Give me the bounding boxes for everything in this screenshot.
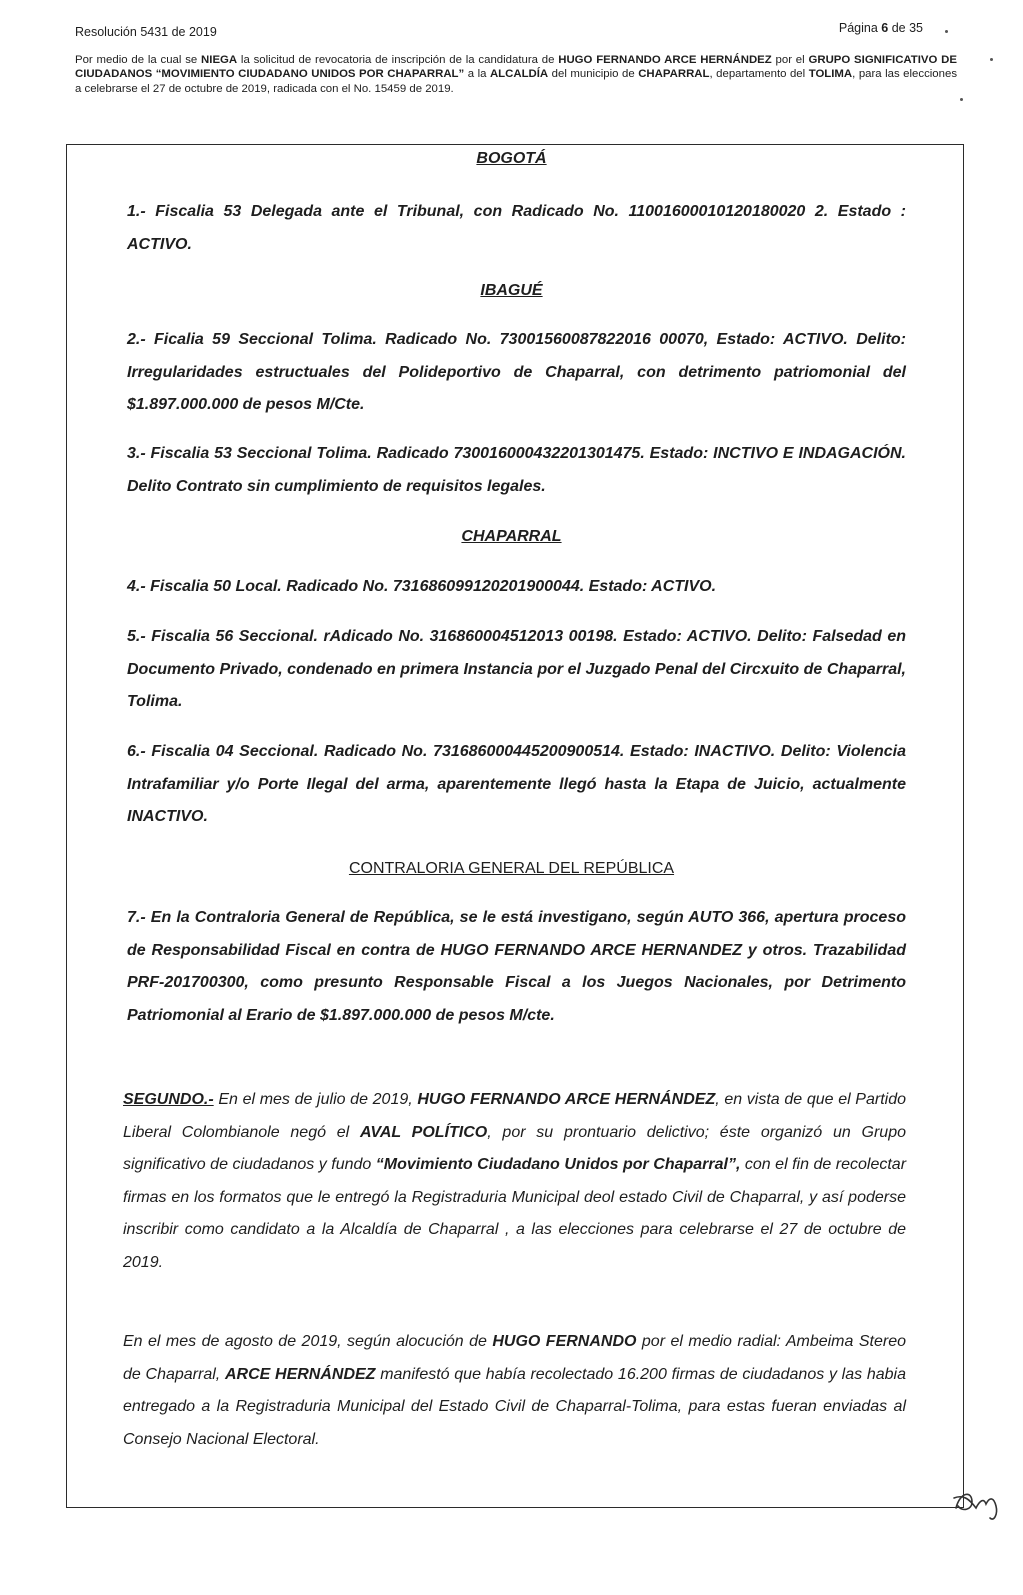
section-heading-ibague: IBAGUÉ: [480, 282, 543, 299]
section-heading-bogota: BOGOTÁ: [476, 150, 547, 167]
paragraph-text: En el mes de agosto de 2019, según alocución de: [123, 1333, 493, 1350]
page-total: de 35: [891, 21, 923, 35]
preamble-text: , para las elecciones a celebrarse el 27 de octubre de 2019, radicada con el No. 15459 de 2019.: [75, 68, 958, 95]
scan-speck: [960, 98, 963, 101]
paragraph-text: , por su prontuario delictivo; éste organizó un Grupo significativo de ciudadanos y fundo: [123, 1123, 906, 1173]
page-current: 6: [881, 21, 889, 35]
preamble: [75, 53, 957, 96]
preamble-bold: CHAPARRAL: [638, 68, 710, 81]
list-item: 5.- Fiscalia 56 Seccional. rAdicado No. 316860004512013 00198. Estado: ACTIVO. Delito: Falsedad en Documento Privado, condenado en primera Instancia por el Juzgado Penal del Circxuito de Chaparral, Tolima.: [127, 628, 906, 710]
preamble-bold: GRUPO SIGNIFICATIVO DE CIUDADANOS “MOVIMIENTO CIUDADANO UNIDOS POR CHAPARRAL”: [75, 54, 958, 81]
scan-speck: [945, 30, 948, 33]
paragraph-text: con el fin de recolectar firmas en los formatos que le entregó la Registraduria Municipal deol estado Civil de Chaparral, y así poderse inscribir como candidato a la Alcaldía de Chaparral , a las elecciones para celebrarse el 27 de octubre de 2019.: [123, 1156, 907, 1271]
preamble-text: a la: [464, 68, 490, 81]
preamble-text: del municipio de: [548, 68, 639, 81]
preamble-bold: NIEGA: [201, 54, 238, 66]
section-heading-contraloria: CONTRALORIA GENERAL DEL REPÚBLICA: [348, 860, 675, 877]
paragraph-bold: HUGO FERNANDO ARCE HERNÁNDEZ: [417, 1091, 716, 1108]
resolution-number: Resolución 5431 de 2019: [75, 25, 217, 39]
segundo-label: SEGUNDO.-: [123, 1091, 214, 1108]
preamble-text: , departamento del: [709, 68, 809, 81]
page-label: Página: [838, 21, 878, 35]
preamble-bold: ALCALDÍA: [489, 68, 549, 81]
paragraph-bold: HUGO FERNANDO: [492, 1333, 637, 1350]
paragraph-text: , en vista de que el Partido Liberal Colombianole negó el: [123, 1091, 907, 1141]
page-number: [839, 21, 923, 35]
paragraph-text: En el mes de julio de 2019,: [213, 1091, 418, 1108]
paragraph-agosto: [123, 1326, 906, 1456]
preamble-text: por el: [771, 54, 809, 66]
signature-initials: [950, 1478, 1006, 1524]
section-heading-chaparral: CHAPARRAL: [461, 528, 562, 545]
preamble-text: Por medio de la cual se: [75, 54, 202, 66]
list-item: 6.- Fiscalia 04 Seccional. Radicado No. 731686000445200900514. Estado: INACTIVO. Delito: Violencia Intrafamiliar y/o Porte Ilegal del arma, aparentemente llegó hasta la Etapa de Juicio, actualmente INACTIVO.: [127, 743, 906, 825]
paragraph-bold: “Movimiento Ciudadano Unidos por Chaparral”,: [375, 1156, 741, 1173]
paragraph-bold: AVAL POLÍTICO: [359, 1123, 488, 1141]
paragraph-bold: ARCE HERNÁNDEZ: [224, 1365, 376, 1383]
scan-speck: [990, 58, 993, 61]
list-item: 1.- Fiscalia 53 Delegada ante el Tribunal, con Radicado No. 11001600010120180020 2. Estado : ACTIVO.: [127, 203, 906, 253]
list-item: 4.- Fiscalia 50 Local. Radicado No. 731686099120201900044. Estado: ACTIVO.: [127, 578, 717, 595]
list-item: 2.- Ficalia 59 Seccional Tolima. Radicado No. 73001560087822016 00070, Estado: ACTIVO. Delito: Irregularidades estructuales del Polideportivo de Chaparral, con detrimento patriomonial del $1.897.000.000 de pesos M/Cte.: [127, 331, 906, 413]
preamble-text: la solicitud de revocatoria de inscripción de la candidatura de: [237, 54, 559, 66]
paragraph-segundo: [123, 1084, 906, 1279]
list-item: 3.- Fiscalia 53 Seccional Tolima. Radicado 730016000432201301475. Estado: INCTIVO E INDAGACIÓN. Delito Contrato sin cumplimiento de requisitos legales.: [127, 445, 906, 495]
list-item: 7.- En la Contraloria General de República, se le está investigano, según AUTO 366, apertura proceso de Responsabilidad Fiscal en contra de HUGO FERNANDO ARCE HERNANDEZ y otros. Trazabilidad PRF-201700300, como presunto Responsable Fiscal a los Juegos Nacionales, por Detrimento Patriomonial al Erario de $1.897.000.000 de pesos M/cte.: [127, 909, 906, 1024]
preamble-bold: TOLIMA: [808, 68, 853, 81]
preamble-bold: HUGO FERNANDO ARCE HERNÁNDEZ: [558, 54, 772, 66]
paragraph-text: manifestó que había recolectado 16.200 firmas de ciudadanos y las habia entregado a la Registraduria Municipal del Estado Civil de Chaparral-Tolima, para estas fueran enviadas al Consejo Nacional Electoral.: [123, 1365, 907, 1448]
paragraph-text: por el medio radial: Ambeima Stereo de Chaparral,: [123, 1333, 906, 1383]
